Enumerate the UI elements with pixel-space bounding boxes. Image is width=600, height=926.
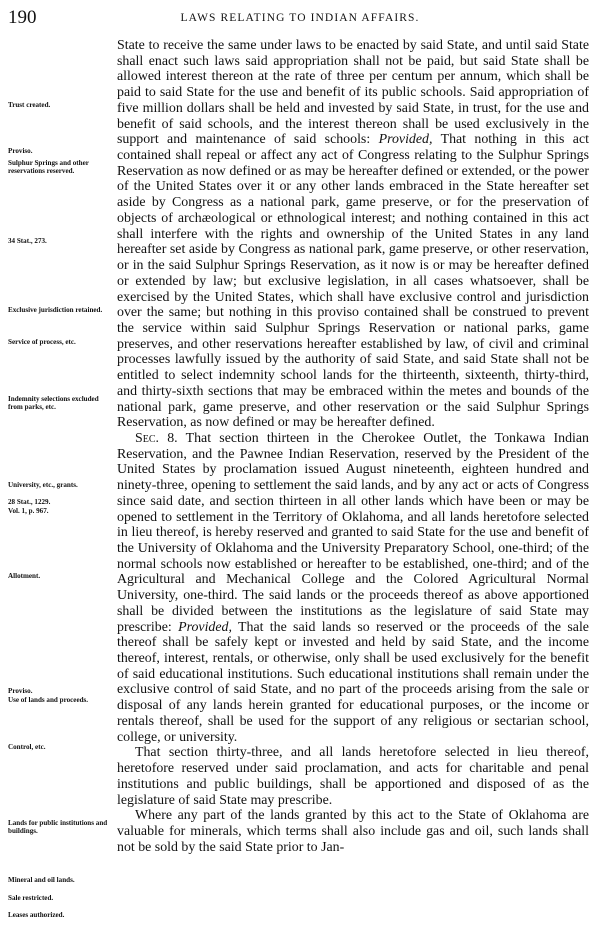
margin-note-proviso: Proviso. <box>8 147 33 155</box>
paragraph-text: State to receive the same under laws to be enacted by said State, and until said State shall enact such laws said appropriation shall not be paid, but said State shall be allowed interest thereon at the rate of three per centum per annum, which shall be paid to said State for the use and benefit of its public schools. Said appropriation of five million dollars shall be held and invested by said State, in trust, for the use and benefit of said schools, and the interest thereon shall be used exclusively in the support and maintenance of said schools: <box>117 38 589 148</box>
paragraph: Where any part of the lands granted by this act to the State of Oklahoma are valuable for minerals, which terms shall also include gas and oil, such lands shall not be sold by the said State prior to Jan- <box>117 808 589 855</box>
margin-note-use-of-lands: Use of lands and proceeds. <box>8 696 89 704</box>
page-header <box>8 7 592 29</box>
margin-note-service-of-process: Service of process, etc. <box>8 338 76 346</box>
proviso-keyword: Provided, <box>378 132 433 148</box>
margin-note-mineral-lands: Mineral and oil lands. <box>8 876 75 884</box>
paragraph-text: That section thirteen in the Cherokee Outlet, the Tonkawa Indian Reservation, and the Pawnee Indian Reservation, reserved by the President of the United States by proclamation issued August nineteenth, eighteen hundred and ninety-three, opening to settlement the said lands, and by any act or acts of Congress since said date, and section thirteen in all other lands which have been or may be opened to settlement in the Territory of Oklahoma, and all lands heretofore selected in lieu thereof, is hereby reserved and granted to said State for the use and benefit of the University of Oklahoma and the University Preparatory School, one-third; of the normal schools now established or hereafter to be established, one-third; and of the Agricultural and Mechanical College and the Colored Agricultural Normal University, one-third. The said lands or the proceeds thereof as above apportioned shall be divided between the institutions as the legislature of said State may prescribe: <box>117 430 589 635</box>
margin-note-statute-citation: 34 Stat., 273. <box>8 237 47 245</box>
margin-note-leases-authorized: Leases authorized. <box>8 911 65 919</box>
paragraph: That section thirty-three, and all lands heretofore selected in lieu thereof, heretofore reserved under said proclamation, and acts for charitable and penal institutions and public buildings, shall be apportioned and disposed of as the legislature of said State may prescribe. <box>117 745 589 808</box>
section-number: Sec. 8. <box>135 430 178 446</box>
margin-note-control: Control, etc. <box>8 743 46 751</box>
paragraph <box>117 38 589 431</box>
margin-note-exclusive-jurisdiction: Exclusive jurisdiction retained. <box>8 306 103 314</box>
margin-note-statute-citation-2: 28 Stat., 1229. <box>8 498 51 506</box>
page-number: 190 <box>8 7 37 28</box>
margin-note-university-grants: University, etc., grants. <box>8 481 78 489</box>
margin-note-reservations-reserved: Sulphur Springs and other reservations reserved. <box>8 159 89 176</box>
paragraph-text: That the said lands so reserved or the proceeds of the sale thereof shall be safely kept or invested and held by said State, and the income thereof, interest, rentals, or otherwise, only shall be used exclusively for the benefit of said educational institutions. Such educational institutions shall remain under the exclusive control of said State, and no part of the proceeds arising from the sale or disposal of any lands herein granted for educational purposes, or the income or rentals thereof, shall be used for the support of any religious or sectarian school, college, or university. <box>117 619 589 745</box>
margin-note-proviso-2: Proviso. <box>8 687 33 695</box>
margin-note-sale-restricted: Sale restricted. <box>8 894 54 902</box>
section-paragraph <box>117 431 589 745</box>
margin-note-public-institutions: Lands for public institutions and buildings. <box>8 819 108 836</box>
margin-note-allotment: Allotment. <box>8 572 41 580</box>
paragraph-text: That nothing in this act contained shall repeal or affect any act of Congress relating to the Sulphur Springs Reservation as now defined or as may be hereafter defined or extended, or the power of the United States over it or any other lands embraced in the State hereafter set aside by Congress as a national park, game preserve, or for the preservation of objects of archæological or ethnological interest; and nothing contained in this act shall interfere with the rights and ownership of the United States in any land hereafter set aside by Congress as national park, game preserve, or other reservation, or in the said Sulphur Springs Reservation, as it now is or may be hereafter defined or extended by law; but exclusive legislation, in all cases whatsoever, shall be exercised by the United States, which shall have exclusive control and jurisdiction over the same; but nothing in this proviso contained shall be construed to prevent the service within said Sulphur Springs Reservation or national parks, game preserves, and other reservations hereafter established by law, of civil and criminal processes lawfully issued by the authority of said State, and said State shall not be entitled to select indemnity school lands for the thirteenth, sixteenth, thirty-third, and thirty-sixth sections that may be embraced within the metes and bounds of the national park, game preserve, and other reservation or the said Sulphur Springs Reservation, as now defined or may be hereafter defined. <box>117 132 589 431</box>
body-text <box>117 38 589 855</box>
proviso-keyword: Provided, <box>178 619 232 635</box>
margin-note-volume-citation: Vol. 1, p. 967. <box>8 507 49 515</box>
margin-note-trust-created: Trust created. <box>8 101 51 109</box>
running-title: LAWS RELATING TO INDIAN AFFAIRS. <box>180 12 420 24</box>
margin-note-indemnity-selections: Indemnity selections excluded from parks, etc. <box>8 395 99 412</box>
